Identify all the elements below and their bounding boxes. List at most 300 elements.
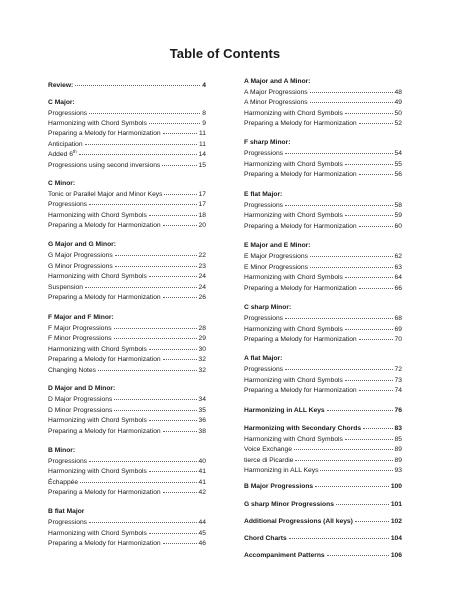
dot-leader [114,328,197,329]
toc-entry-label-text: Harmonizing with Secondary Chords [244,425,362,432]
toc-entry[interactable] [244,273,402,284]
toc-entry-label-text: Progressions [244,366,284,373]
dot-leader [114,410,196,411]
toc-entry-label-text: Changing Notes [48,367,96,374]
toc-entry-label-text: Harmonizing with Chord Symbols [244,377,343,384]
toc-entry-label [48,416,147,427]
dot-leader [163,359,197,360]
toc-entry-label [48,478,78,489]
toc-entry-page-number: 40 [198,458,206,465]
toc-entry-label-text: Progressions [48,519,88,526]
toc-entry[interactable] [244,466,402,477]
toc-entry[interactable] [48,109,206,120]
toc-entry[interactable] [244,335,402,346]
toc-entry-page-number: 41 [198,479,206,486]
toc-entry-page-number: 30 [198,346,206,353]
toc-entry-page-number: 17 [198,191,206,198]
toc-entry-page-number: 28 [198,325,206,332]
dot-leader [285,318,393,319]
toc-entry-label [244,466,318,477]
toc-entry-label [244,534,287,545]
toc-entry-page-number: 9 [202,120,206,127]
dot-leader [359,174,393,175]
toc-entry-label-text: Preparing a Melody for Harmonization [48,222,161,229]
toc-entry-page-number: 85 [394,436,402,443]
dot-leader [310,102,393,103]
toc-entry-label-text: Progressions [244,202,284,209]
toc-entry[interactable] [48,161,206,172]
section-heading-d-major-and-d-minor: D Major and D Minor: [48,385,116,392]
toc-entry[interactable] [48,395,206,406]
toc-entry[interactable] [244,365,402,376]
toc-entry-label [48,293,161,304]
toc-entry-label-text: Harmonizing in ALL Keys [244,407,325,414]
toc-entry-page-number: 89 [394,457,402,464]
toc-entry[interactable] [48,355,206,366]
toc-entry[interactable] [48,200,206,211]
toc-entry-page-number: 59 [394,212,402,219]
dot-leader [149,533,197,534]
toc-entry-page-number: 20 [198,222,206,229]
section-heading-e-major-and-e-minor: E Major and E Minor: [244,242,311,249]
toc-entry-label [48,457,87,468]
toc-entry-label [48,251,113,262]
section-heading-c-minor: C Minor: [48,180,76,187]
toc-entry-label [244,482,313,493]
toc-entry[interactable] [244,170,402,181]
toc-entry[interactable] [244,534,402,545]
toc-entry-page-number: 8 [202,110,206,117]
toc-entry-page-number: 66 [394,285,402,292]
toc-entry[interactable] [244,500,402,511]
toc-entry[interactable] [244,109,402,120]
toc-entry-label [48,161,160,172]
toc-entry[interactable] [48,251,206,262]
dot-leader [363,428,393,429]
toc-entry-label [244,222,357,233]
toc-entry[interactable] [48,211,206,222]
toc-entry-page-number: 55 [394,161,402,168]
toc-entry[interactable] [48,518,206,529]
toc-entry-page-number: 44 [198,519,206,526]
toc-entry-page-number: 38 [198,428,206,435]
toc-entry-page-number: 63 [394,264,402,271]
toc-entry[interactable] [48,529,206,540]
toc-entry-label-text: Harmonizing with Chord Symbols [244,110,343,117]
dot-leader [359,390,393,391]
toc-entry[interactable] [244,201,402,212]
toc-entry-page-number: 70 [394,336,402,343]
toc-entry-page-number: 76 [394,407,402,414]
toc-entry-label [244,314,283,325]
toc-entry-label [48,283,83,294]
toc-entry-label [244,88,308,99]
toc-entry-label [244,551,325,562]
toc-entry-page-number: 58 [394,202,402,209]
toc-entry[interactable] [48,427,206,438]
section-heading-f-major-and-f-minor: F Major and F Minor: [48,314,114,321]
toc-entry-label-text: Preparing a Melody for Harmonization [48,294,161,301]
toc-entry-label-text: A Major Progressions [244,89,308,96]
dot-leader [327,410,393,411]
dot-leader [149,349,197,350]
section-heading-b-flat-major: B flat Major [48,508,85,515]
toc-entry-page-number: 62 [394,253,402,260]
toc-entry-page-number: 54 [394,150,402,157]
dot-leader [163,543,197,544]
toc-entry-label [244,160,343,171]
toc-entry-page-number: 101 [390,501,402,508]
toc-entry[interactable] [48,406,206,417]
dot-leader [89,204,197,205]
toc-entry-label [48,262,113,273]
dot-leader [80,482,196,483]
toc-entry-label-text: Harmonizing with Chord Symbols [244,161,343,168]
toc-entry-label [244,445,292,456]
toc-entry-label-text: Preparing a Melody for Harmonization [244,120,357,127]
toc-entry-page-number: 41 [198,468,206,475]
dot-leader [359,123,393,124]
toc-entry[interactable] [244,88,402,99]
toc-entry[interactable] [48,272,206,283]
toc-entry-page-number: 15 [198,162,206,169]
toc-entry-label-text: Progressions [244,150,284,157]
toc-entry[interactable] [244,406,402,417]
toc-entry-label [244,98,308,109]
toc-entry-page-number: 74 [394,387,402,394]
toc-entry[interactable] [244,149,402,160]
toc-entry-label [244,263,308,274]
dot-leader [336,504,389,505]
toc-entry-page-number: 46 [198,540,206,547]
toc-entry-label-text: Harmonizing with Chord Symbols [48,417,147,424]
toc-entry-label-text: G sharp Minor Progressions [244,501,334,508]
dot-leader [98,370,197,371]
dot-leader [163,297,197,298]
toc-entry-label [244,170,357,181]
toc-entry-label [48,518,87,529]
page-title: Table of Contents [169,46,281,61]
toc-entry-page-number: 60 [394,223,402,230]
toc-entry[interactable] [48,150,206,161]
toc-entry-label-text: Voice Exchange [244,446,292,453]
toc-entry-page-number: 45 [198,530,206,537]
toc-entry-label-text: Harmonizing with Chord Symbols [48,120,147,127]
dot-leader [89,113,200,114]
toc-entry[interactable] [244,211,402,222]
dot-leader [310,267,393,268]
toc-entry-page-number: 11 [199,141,206,148]
toc-entry-label-text: A Minor Progressions [244,99,308,106]
toc-entry-label-text: G Minor Progressions [48,263,113,270]
dot-leader [163,431,197,432]
dot-leader [149,420,197,421]
toc-entry[interactable] [244,119,402,130]
toc-entry-label [48,190,162,201]
toc-entry-label-text: D Minor Progressions [48,407,113,414]
toc-entry[interactable] [244,424,402,435]
toc-entry[interactable] [244,445,402,456]
dot-leader [89,461,197,462]
toc-entry-label [48,529,147,540]
toc-entry[interactable] [48,467,206,478]
toc-entry-label-text: Harmonizing with Chord Symbols [48,530,147,537]
section-heading-c-major: C Major: [48,99,75,106]
toc-entry-label-text: Harmonizing with Chord Symbols [244,326,343,333]
toc-entry-label [48,345,147,356]
toc-entry-label-text: Preparing a Melody for Harmonization [244,336,357,343]
toc-entry-label [244,386,357,397]
section-heading-g-major-and-g-minor: G Major and G Minor: [48,241,116,248]
dot-leader [359,288,393,289]
dot-leader [359,339,393,340]
toc-entry[interactable] [244,314,402,325]
dot-leader [315,486,389,487]
dot-leader [294,449,393,450]
dot-leader [163,133,197,134]
toc-entry-label-text: Preparing a Melody for Harmonization [244,171,357,178]
toc-entry-label [244,517,353,528]
toc-entry-label [48,81,73,92]
section-heading-b-minor: B Minor: [48,447,76,454]
dot-leader [289,538,389,539]
dot-leader [345,277,393,278]
toc-entry-page-number: 34 [198,396,206,403]
toc-entry[interactable] [48,345,206,356]
dot-leader [345,380,393,381]
toc-entry-label [48,355,161,366]
toc-entry-page-number: 32 [198,367,206,374]
toc-entry-label-text: Harmonizing with Chord Symbols [48,346,147,353]
toc-entry-page-number: 102 [390,518,402,525]
toc-entry[interactable] [244,284,402,295]
dot-leader [320,470,392,471]
toc-entry-page-number: 64 [394,274,402,281]
dot-leader [115,266,197,267]
toc-entry-label [48,200,87,211]
toc-entry-label [244,149,283,160]
toc-entry-label-text: B Major Progressions [244,483,314,490]
toc-entry-page-number: 104 [390,535,402,542]
dot-leader [285,369,393,370]
toc-entry-page-number: 50 [394,110,402,117]
toc-entry[interactable] [48,324,206,335]
dot-leader [149,471,197,472]
dot-leader [345,113,393,114]
toc-entry-page-number: 36 [198,417,206,424]
toc-entry-label-text: E Minor Progressions [244,264,308,271]
toc-entry[interactable] [244,160,402,171]
section-heading-c-sharp-minor: C sharp Minor: [244,304,292,311]
dot-leader [355,521,389,522]
toc-entry[interactable] [48,140,206,151]
toc-entry-page-number: 17 [198,201,206,208]
toc-entry[interactable] [48,283,206,294]
dot-leader [114,338,197,339]
toc-entry-label-text: tierce di Picardie [244,457,294,464]
toc-entry[interactable] [48,119,206,130]
toc-entry-page-number: 18 [198,212,206,219]
toc-entry-label-text: Progressions [48,201,88,208]
toc-entry-label-text: Review: [48,82,74,89]
toc-entry-label-text: Progressions using second inversions [48,162,161,169]
toc-entry-label [48,109,87,120]
toc-entry-label [48,272,147,283]
toc-entry-page-number: 100 [390,483,402,490]
toc-entry-label-text: Harmonizing in ALL Keys [244,467,319,474]
toc-entry-label-text: F Minor Progressions [48,335,112,342]
toc-entry-page-number: 93 [394,467,402,474]
toc-entry-page-number: 11 [199,130,206,137]
toc-entry-label-text: Preparing a Melody for Harmonization [48,130,161,137]
toc-entry[interactable] [48,488,206,499]
toc-entry-label-text: Additional Progressions (All keys) [244,518,353,525]
toc-entry-label-text: Preparing a Melody for Harmonization [244,285,357,292]
toc-entry-page-number: 52 [394,120,402,127]
toc-entry-page-number: 24 [198,273,206,280]
toc-entry-label [48,334,112,345]
toc-entry[interactable] [244,376,402,387]
toc-entry-label [48,324,112,335]
toc-entry-label-text: Suspension [48,284,83,291]
toc-entry[interactable] [48,129,206,140]
toc-entry-label [244,273,343,284]
toc-entry-label-text: Preparing a Melody for Harmonization [48,540,161,547]
toc-entry-label [244,252,308,263]
dot-leader [149,276,197,277]
toc-entry-label [244,424,361,435]
dot-leader [345,164,393,165]
dot-leader [310,256,393,257]
toc-entry-label-text: Harmonizing with Chord Symbols [244,436,343,443]
toc-entry-label-text: Tonic or Parallel Major and Minor Keys [48,191,163,198]
toc-entry[interactable] [48,539,206,550]
toc-entry-page-number: 29 [198,335,206,342]
toc-entry[interactable] [244,263,402,274]
dot-leader [345,439,393,440]
toc-entry[interactable] [244,482,402,493]
toc-entry[interactable] [48,190,206,201]
toc-entry-label-text: Accompaniment Patterns [244,552,325,559]
toc-entry-label-text: Progressions [244,315,284,322]
toc-entry-label [244,201,283,212]
toc-entry[interactable] [48,334,206,345]
dot-leader [359,226,393,227]
dot-leader [295,460,392,461]
toc-entry-label [48,406,112,417]
toc-entry-label-text: Added 6 [48,151,73,158]
toc-entry[interactable] [244,325,402,336]
toc-entry[interactable] [48,416,206,427]
toc-entry-label [244,456,293,467]
toc-entry-label [48,395,112,406]
toc-entry-label [48,366,96,377]
toc-entry[interactable] [244,98,402,109]
toc-entry-label [244,109,343,120]
toc-entry[interactable] [244,435,402,446]
toc-entry[interactable] [48,457,206,468]
toc-entry-page-number: 32 [198,356,206,363]
toc-entry-label [244,119,357,130]
toc-entry[interactable] [244,456,402,467]
toc-entry-label-text: E Major Progressions [244,253,308,260]
dot-leader [327,555,389,556]
toc-entry-page-number: 35 [198,407,206,414]
toc-entry[interactable] [244,551,402,562]
dot-leader [163,225,197,226]
toc-entry-label-text: F Major Progressions [48,325,112,332]
toc-entry[interactable] [244,517,402,528]
dot-leader [79,154,197,155]
toc-entry[interactable] [244,222,402,233]
toc-entry-label [48,129,161,140]
toc-entry-label-text: Échappée [48,479,79,486]
toc-entry[interactable] [244,252,402,263]
section-heading-a-major-and-a-minor: A Major and A Minor: [244,78,311,85]
toc-entry-superscript: th [72,148,77,154]
toc-entry[interactable] [48,366,206,377]
dot-leader [345,329,393,330]
toc-entry-label [48,221,161,232]
dot-leader [163,492,197,493]
dot-leader [149,215,197,216]
toc-entry-label [48,539,161,550]
section-heading-e-flat-major: E flat Major: [244,191,283,198]
toc-entry[interactable] [48,221,206,232]
toc-entry-label [244,376,343,387]
toc-entry-page-number: 4 [202,82,206,89]
toc-entry-label-text: Harmonizing with Chord Symbols [48,212,147,219]
toc-entry-label [244,435,343,446]
toc-entry-label [48,467,147,478]
toc-entry-page-number: 68 [394,315,402,322]
toc-entry-label-text: G Major Progressions [48,252,113,259]
toc-entry-page-number: 14 [198,151,206,158]
toc-entry-page-number: 23 [198,263,206,270]
dot-leader [85,287,197,288]
toc-entry-label-text: Preparing a Melody for Harmonization [48,489,161,496]
toc-entry-label [48,119,147,130]
dot-leader [164,194,196,195]
toc-entry-label-text: Preparing a Melody for Harmonization [48,428,161,435]
toc-entry-label [48,211,147,222]
toc-entry-label-text: Progressions [48,110,88,117]
toc-entry-label [48,488,161,499]
toc-entry-page-number: 42 [198,489,206,496]
toc-entry-label-text: Anticipation [48,141,83,148]
dot-leader [345,215,393,216]
toc-entry[interactable] [48,81,206,92]
toc-entry[interactable] [48,478,206,489]
toc-entry-page-number: 106 [390,552,402,559]
dot-leader [149,123,200,124]
toc-entry[interactable] [244,386,402,397]
toc-entry-page-number: 22 [198,252,206,259]
dot-leader [89,522,197,523]
toc-entry-page-number: 24 [198,284,206,291]
toc-entry[interactable] [48,262,206,273]
toc-entry[interactable] [48,293,206,304]
toc-entry-page-number: 56 [394,171,402,178]
toc-entry-page-number: 83 [394,425,402,432]
toc-entry-label-text: Harmonizing with Chord Symbols [48,273,147,280]
toc-entry-label [244,284,357,295]
dot-leader [85,144,197,145]
dot-leader [114,399,196,400]
toc-entry-label-text: D Major Progressions [48,396,113,403]
dot-leader [310,92,393,93]
toc-entry-label-text: Harmonizing with Chord Symbols [48,468,147,475]
